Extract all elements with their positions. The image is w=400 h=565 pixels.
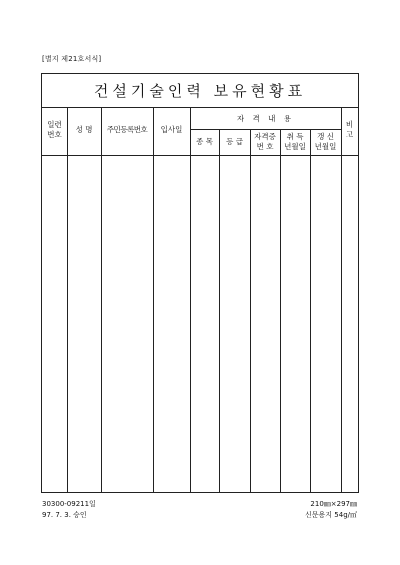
header-grade: 등 급 bbox=[226, 137, 243, 146]
header-acquired-date bbox=[280, 132, 310, 152]
footer-approval: 97. 7. 3. 승인 bbox=[42, 511, 87, 519]
header-cert-no bbox=[250, 132, 280, 152]
form-sheet bbox=[41, 73, 359, 493]
column-divider bbox=[250, 129, 251, 492]
column-divider bbox=[219, 129, 220, 492]
header-resident-no: 주민등록번호 bbox=[106, 125, 148, 134]
header-hire-date: 입사일 bbox=[160, 125, 183, 134]
header-serial-no bbox=[42, 120, 67, 140]
header-acquired-l1: 취 득 bbox=[286, 132, 304, 141]
footer-paper: 신문용지 54g/㎡ bbox=[305, 511, 357, 519]
header-name: 성 명 bbox=[75, 125, 93, 134]
header-remarks-l2: 고 bbox=[345, 130, 354, 139]
header-renewed-l1: 갱 신 bbox=[317, 132, 334, 141]
footer-size: 210㎜×297㎜ bbox=[310, 500, 357, 508]
header-serial-no-l2: 번호 bbox=[47, 130, 62, 139]
column-divider bbox=[101, 107, 102, 492]
column-divider bbox=[67, 107, 68, 492]
column-divider bbox=[310, 129, 311, 492]
form-title: 건설기술인력 보유현황표 bbox=[42, 74, 358, 108]
header-serial-no-l1: 일련 bbox=[47, 120, 62, 129]
header-kind: 종 목 bbox=[196, 137, 213, 146]
footer-code: 30300-09211일 bbox=[42, 500, 96, 508]
header-bottom-line bbox=[42, 155, 358, 156]
header-divider bbox=[190, 129, 341, 130]
header-cert-no-l1: 자격증 bbox=[254, 132, 276, 141]
column-divider bbox=[280, 129, 281, 492]
form-label: [별지 제21호서식] bbox=[42, 55, 102, 63]
header-remarks-l1: 비 bbox=[345, 120, 354, 129]
header-renewed-date bbox=[310, 132, 341, 152]
column-divider bbox=[190, 107, 191, 492]
header-qualification-group: 자 격 내 용 bbox=[236, 114, 295, 123]
column-divider bbox=[153, 107, 154, 492]
header-remarks bbox=[341, 120, 358, 140]
header-cert-no-l2: 번 호 bbox=[256, 142, 274, 151]
header-acquired-l2: 년월일 bbox=[284, 142, 306, 151]
column-divider bbox=[341, 107, 342, 492]
header-renewed-l2: 년월일 bbox=[314, 142, 337, 151]
